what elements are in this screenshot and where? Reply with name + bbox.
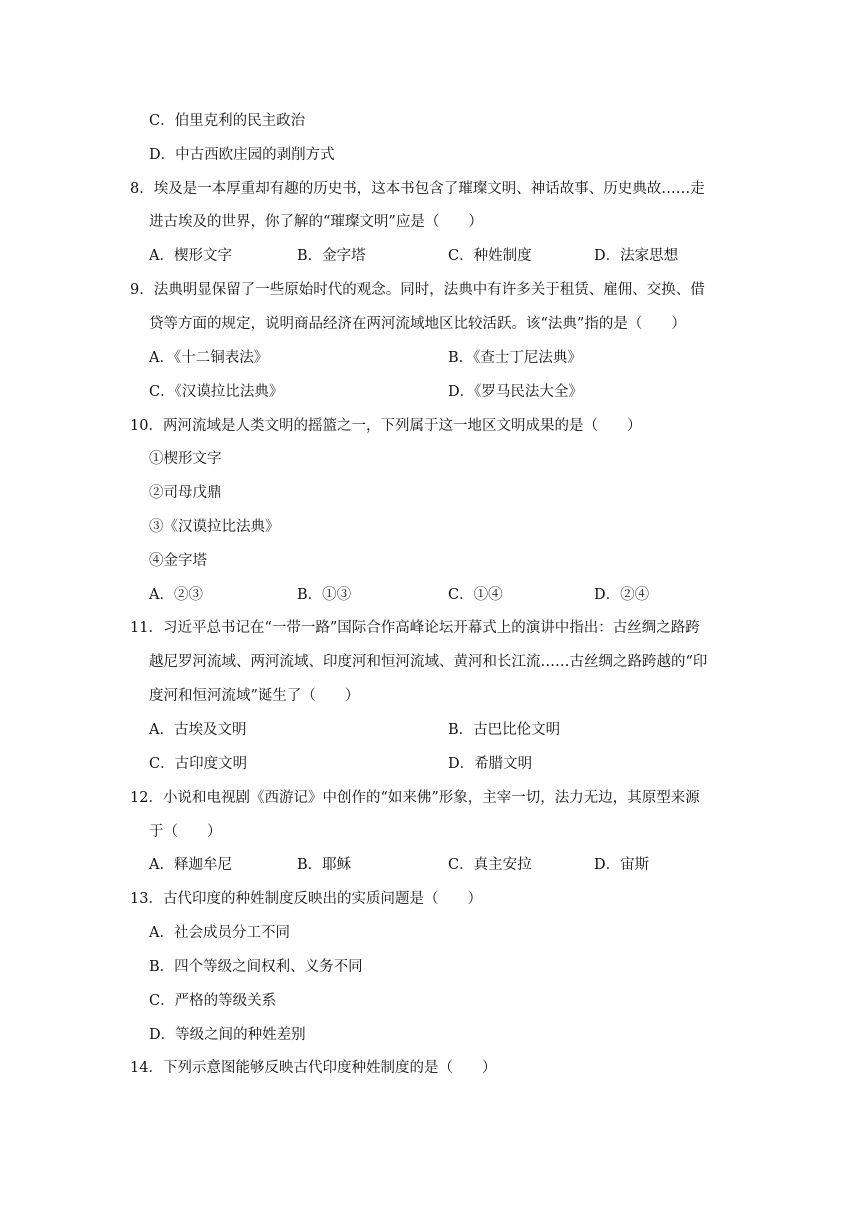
q10-options <box>149 585 780 605</box>
q9-stem-line2: 贷等方面的规定，说明商品经济在两河流域地区比较活跃。该“法典”指的是（ ） <box>149 316 686 332</box>
q9-option-c: C．《汉谟拉比法典》 <box>149 384 284 400</box>
q10-item-3: ③《汉谟拉比法典》 <box>149 519 280 535</box>
q11-option-b: B．古巴比伦文明 <box>448 722 561 738</box>
q13-stem-line1: 13．古代印度的种姓制度反映出的实质问题是（ ） <box>130 891 482 907</box>
q9-options-row1 <box>149 348 780 368</box>
q11-option-a: A．古埃及文明 <box>149 722 247 738</box>
q8-stem-line2: 进古埃及的世界，你了解的“璀璨文明”应是（ ） <box>149 214 483 230</box>
q9-option-d: D．《罗马民法大全》 <box>448 384 583 400</box>
q11-option-c: C．古印度文明 <box>149 756 248 772</box>
q14-stem-line1: 14．下列示意图能够反映古代印度种姓制度的是（ ） <box>130 1060 497 1076</box>
q12-stem-line2: 于（ ） <box>149 824 222 840</box>
q10-item-2: ②司母戊鼎 <box>149 485 222 501</box>
q8-option-b: B．金字塔 <box>297 248 366 264</box>
q12-option-a: A．释迦牟尼 <box>149 857 232 873</box>
q11-stem-line3: 度河和恒河流域”诞生了（ ） <box>149 688 360 704</box>
q12-options <box>149 855 780 875</box>
q7-option-d: D．中古西欧庄园的剥削方式 <box>149 147 335 163</box>
q7-option-c: C．伯里克利的民主政治 <box>149 113 306 129</box>
q9-option-a: A．《十二铜表法》 <box>149 350 269 366</box>
q10-item-4: ④金字塔 <box>149 553 207 569</box>
q12-option-c: C．真主安拉 <box>448 857 532 873</box>
q10-option-d: D．②④ <box>594 587 650 603</box>
q11-options-row1 <box>149 720 780 740</box>
q13-option-c: C．严格的等级关系 <box>149 993 277 1009</box>
q11-option-d: D．希腊文明 <box>448 756 533 772</box>
q10-option-c: C．①④ <box>448 587 503 603</box>
q9-stem-line1: 9．法典明显保留了一些原始时代的观念。同时，法典中有许多关于租赁、雇佣、交换、借 <box>130 282 705 298</box>
q10-item-1: ①楔形文字 <box>149 451 222 467</box>
q8-stem-line1: 8．埃及是一本厚重却有趣的历史书，这本书包含了璀璨文明、神话故事、历史典故……走 <box>130 181 705 197</box>
q11-options-row2 <box>149 754 780 774</box>
q12-stem-line1: 12．小说和电视剧《西游记》中创作的“如来佛”形象，主宰一切，法力无边，其原型来源 <box>130 790 700 806</box>
q8-option-d: D．法家思想 <box>594 248 679 264</box>
q9-option-b: B．《查士丁尼法典》 <box>448 350 582 366</box>
q13-option-a: A．社会成员分工不同 <box>149 925 290 941</box>
q10-stem-line1: 10．两河流域是人类文明的摇篮之一，下列属于这一地区文明成果的是（ ） <box>130 418 642 434</box>
q13-option-b: B．四个等级之间权利、义务不同 <box>149 959 363 975</box>
q11-stem-line1: 11．习近平总书记在“一带一路”国际合作高峰论坛开幕式上的演讲中指出：古丝绸之路跨 <box>130 620 700 636</box>
q8-option-c: C．种姓制度 <box>448 248 532 264</box>
q10-option-a: A．②③ <box>149 587 203 603</box>
q12-option-b: B．耶稣 <box>297 857 352 873</box>
q8-option-a: A．楔形文字 <box>149 248 232 264</box>
q8-options <box>149 246 780 266</box>
q13-option-d: D．等级之间的种姓差别 <box>149 1027 306 1043</box>
q10-option-b: B．①③ <box>297 587 352 603</box>
q9-options-row2 <box>149 382 780 402</box>
q11-stem-line2: 越尼罗河流域、两河流域、印度河和恒河流域、黄河和长江流……古丝绸之路跨越的“印 <box>149 654 708 670</box>
q12-option-d: D．宙斯 <box>594 857 650 873</box>
